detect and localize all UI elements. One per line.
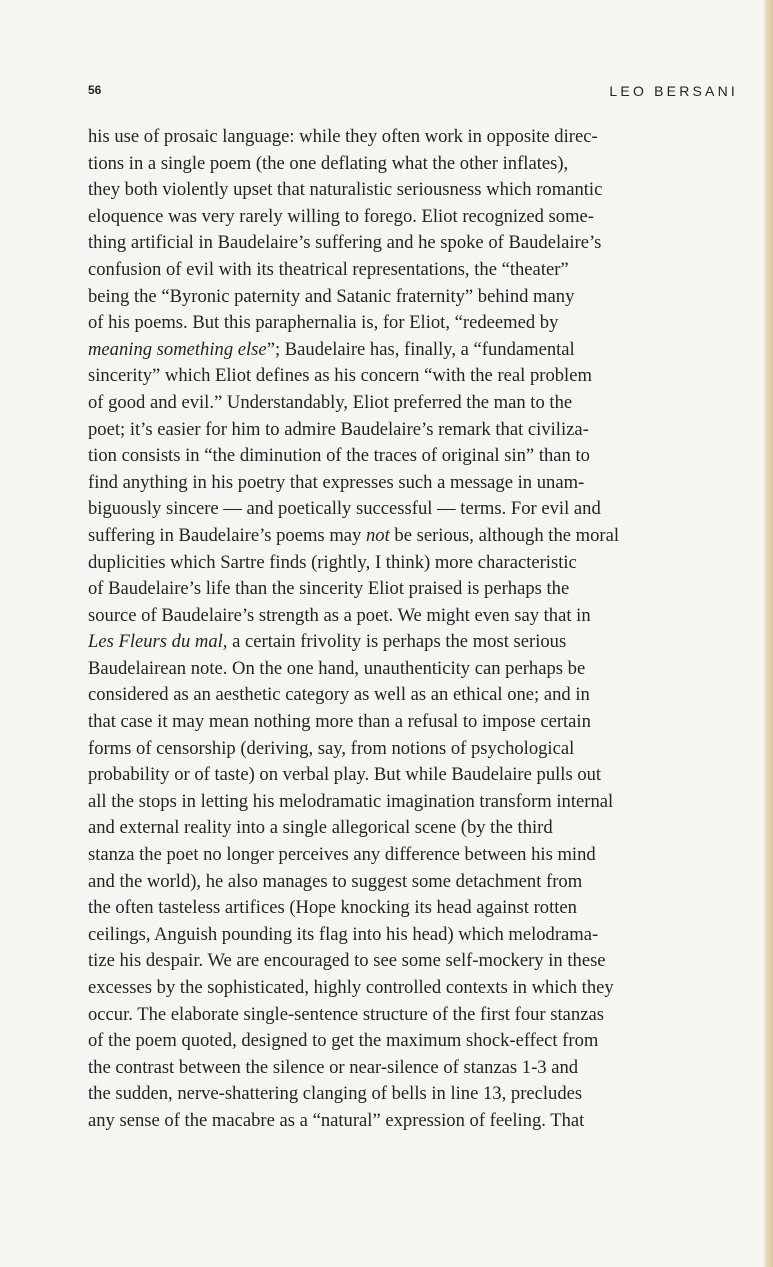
text-segment: all the stops in letting his melodramatic imagination transform internal (88, 790, 614, 812)
text-line (88, 1055, 738, 1082)
text-line (88, 284, 738, 311)
text-line (88, 417, 738, 444)
text-line (88, 842, 738, 869)
text-line (88, 443, 738, 470)
text-segment: of the poem quoted, designed to get the maximum shock-effect from (88, 1030, 599, 1052)
text-line (88, 975, 738, 1002)
text-line (88, 337, 738, 364)
text-segment: sincerity” which Eliot defines as his concern “with the real problem (88, 365, 592, 387)
text-segment: Baudelairean note. On the one hand, unauthenticity can perhaps be (88, 657, 586, 679)
text-line (88, 177, 738, 204)
text-segment: they both violently upset that naturalistic seriousness which romantic (88, 179, 603, 201)
text-line (88, 895, 738, 922)
text-segment: eloquence was very rarely willing to forego. Eliot recognized some- (88, 205, 594, 227)
text-line (88, 815, 738, 842)
text-segment: and the world), he also manages to suggest some detachment from (88, 870, 583, 892)
text-line (88, 736, 738, 763)
page-edge (764, 0, 773, 1267)
text-line (88, 948, 738, 975)
italic-segment: Les Fleurs du mal, (88, 631, 228, 653)
text-line (88, 550, 738, 577)
text-line (88, 789, 738, 816)
text-line (88, 230, 738, 257)
text-segment: a certain frivolity is perhaps the most serious (227, 631, 567, 653)
text-line (88, 363, 738, 390)
text-segment: ceilings, Anguish pounding its flag into his head) which melodrama- (88, 923, 599, 945)
text-line (88, 204, 738, 231)
text-line (88, 603, 738, 630)
text-segment: his use of prosaic language: while they often work in opposite direc- (88, 126, 598, 147)
text-segment: the often tasteless artifices (Hope knocking its head against rotten (88, 897, 577, 919)
italic-segment: meaning something else (88, 338, 267, 360)
text-segment: tion consists in “the diminution of the traces of original sin” than to (88, 445, 590, 467)
body-text (88, 124, 738, 1135)
text-line (88, 257, 738, 284)
text-line (88, 310, 738, 337)
text-segment: biguously sincere — and poetically successful — terms. For evil and (88, 498, 601, 520)
italic-segment: not (365, 524, 390, 546)
text-segment: any sense of the macabre as a “natural” expression of feeling. That (88, 1109, 585, 1131)
text-line (88, 1108, 738, 1135)
text-segment: stanza the poet no longer perceives any difference between his mind (88, 844, 596, 866)
text-line (88, 151, 738, 178)
text-line (88, 682, 738, 709)
text-line (88, 124, 738, 151)
text-line (88, 470, 738, 497)
text-segment: confusion of evil with its theatrical representations, the “theater” (88, 258, 569, 280)
text-line (88, 390, 738, 417)
text-segment: considered as an aesthetic category as well as an ethical one; and in (88, 684, 590, 706)
text-segment: tions in a single poem (the one deflating what the other inflates), (88, 152, 569, 174)
text-segment: that case it may mean nothing more than a refusal to impose certain (88, 711, 591, 733)
text-segment: be serious, although the moral (389, 524, 620, 546)
text-segment: ”; Baudelaire has, finally, a “fundamental (266, 338, 575, 360)
text-segment: duplicities which Sartre finds (rightly, I think) more characteristic (88, 551, 577, 573)
text-segment: and external reality into a single allegorical scene (by the third (88, 817, 553, 839)
text-line (88, 762, 738, 789)
text-segment: find anything in his poetry that expresses such a message in unam- (88, 471, 585, 493)
text-segment: of Baudelaire’s life than the sincerity Eliot praised is perhaps the (88, 578, 570, 600)
text-segment: suffering in Baudelaire’s poems may (88, 524, 366, 546)
text-segment: being the “Byronic paternity and Satanic fraternity” behind many (88, 285, 575, 307)
text-segment: source of Baudelaire’s strength as a poet. We might even say that in (88, 604, 591, 626)
text-segment: tize his despair. We are encouraged to see some self-mockery in these (88, 950, 606, 972)
text-line (88, 523, 738, 550)
text-line (88, 1002, 738, 1029)
text-segment: probability or of taste) on verbal play. But while Baudelaire pulls out (88, 764, 602, 786)
page-number: 56 (88, 83, 102, 97)
text-line (88, 576, 738, 603)
text-line (88, 656, 738, 683)
text-line (88, 869, 738, 896)
running-head: LEO BERSANI (609, 83, 738, 99)
text-segment: the contrast between the silence or near-silence of stanzas 1-3 and (88, 1056, 579, 1078)
text-line (88, 629, 738, 656)
text-segment: of good and evil.” Understandably, Eliot preferred the man to the (88, 391, 573, 413)
text-line (88, 496, 738, 523)
text-segment: thing artificial in Baudelaire’s suffering and he spoke of Baudelaire’s (88, 232, 602, 254)
text-segment: forms of censorship (deriving, say, from notions of psychological (88, 737, 575, 759)
text-line (88, 922, 738, 949)
text-line (88, 1081, 738, 1108)
text-segment: the sudden, nerve-shattering clanging of bells in line 13, precludes (88, 1083, 583, 1105)
page-header (88, 83, 738, 103)
text-segment: of his poems. But this paraphernalia is, for Eliot, “redeemed by (88, 312, 559, 334)
text-line (88, 1028, 738, 1055)
text-segment: occur. The elaborate single-sentence structure of the first four stanzas (88, 1003, 604, 1025)
text-segment: excesses by the sophisticated, highly controlled contexts in which they (88, 977, 614, 998)
text-line (88, 709, 738, 736)
text-segment: poet; it’s easier for him to admire Baudelaire’s remark that civiliza- (88, 418, 589, 440)
